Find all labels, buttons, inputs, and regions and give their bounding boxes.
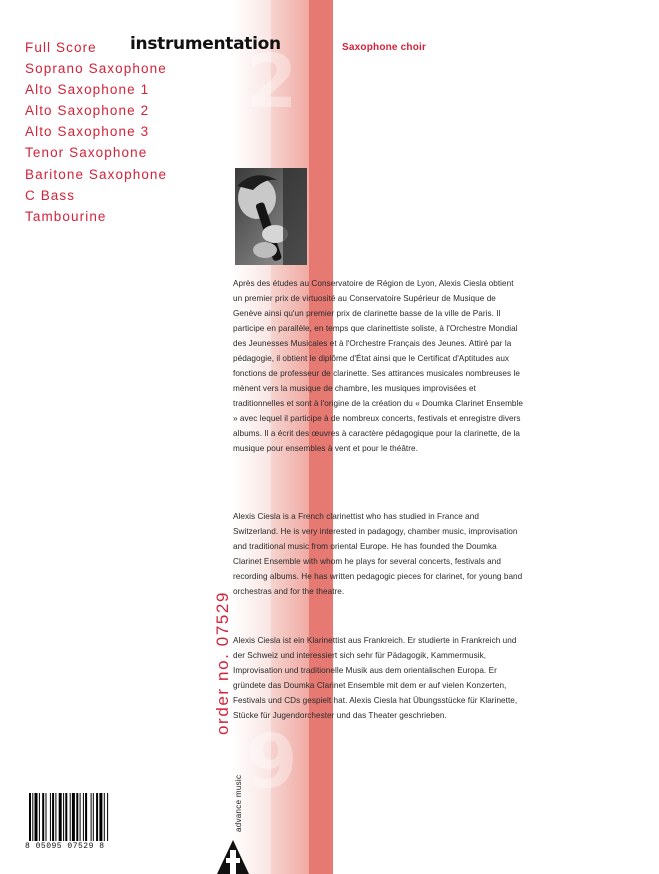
- barcode-bar: [91, 793, 92, 841]
- instrument-item: Soprano Saxophone: [25, 61, 167, 77]
- barcode-bar: [35, 793, 38, 841]
- barcode-bar: [55, 793, 56, 841]
- instrument-item: Baritone Saxophone: [25, 166, 168, 182]
- instrument-item: Tambourine: [25, 208, 107, 224]
- composer-photo: [235, 168, 307, 265]
- barcode-bar: [99, 793, 102, 841]
- instrument-item: Alto Saxophone 1: [25, 82, 150, 98]
- decorative-digit: 2: [246, 39, 298, 125]
- barcode-bar: [70, 793, 71, 841]
- advance-music-logo-icon: [217, 836, 249, 874]
- barcode-bar: [29, 793, 31, 841]
- barcode-bar: [76, 793, 78, 841]
- instrument-list: [25, 37, 167, 227]
- biography-english: Alexis Ciesla is a French clarinettist who has studied in France and Switzerland. He is very interested in padagogy, chamber music, improvisation and traditional music from oriental Europe. He has founded the Doumka Clarinet Ensemble with whom he plays for several concerts, festivals and recording albums. He has written pedagogic pieces for clarinet, for young band orchestras and for the theatre.: [233, 512, 523, 596]
- barcode-bar: [96, 793, 98, 841]
- barcode-bar: [46, 793, 47, 841]
- barcode-bar: [42, 793, 44, 841]
- barcode-bar: [39, 793, 40, 841]
- ensemble-subtitle: Saxophone choir: [342, 42, 427, 53]
- barcode-bar: [80, 793, 81, 841]
- barcode-bar: [52, 793, 54, 841]
- barcode-bar: [83, 793, 84, 841]
- barcode-bar: [104, 793, 105, 841]
- instrument-item: Tenor Saxophone: [25, 145, 148, 161]
- biography-german: Alexis Ciesla ist ein Klarinettist aus Frankreich. Er studierte in Frankreich und der Schweiz und interessiert sich sehr für Pädagogik, Kammermusik, Improvisation und traditionelle Musik aus dem orientalischen Europa. Er gründete das Doumka Clarinet Ensemble mit dem er auf vielen Konzerten, Festivals und CDs gespielt hat. Alexis Ciesla hat Übungsstücke für Klarinette, Stücke für Jugendorchester und das Theater geschrieben.: [233, 636, 518, 720]
- barcode-bar: [85, 793, 87, 841]
- barcode: [27, 793, 137, 843]
- order-number: order no. 07529: [213, 590, 232, 735]
- publisher-name: advance music: [234, 774, 243, 832]
- barcode-bar: [72, 793, 75, 841]
- barcode-bar: [50, 793, 51, 841]
- barcode-bar: [107, 793, 108, 841]
- barcode-number: 8 05095 07529 8: [25, 842, 105, 851]
- biography-french: Après des études au Conservatoire de Région de Lyon, Alexis Ciesla obtient un premier prix de virtuosité au Conservatoire Supérieur de Musique de Genève ainsi qu'un premier prix de clarinette basse de la ville de Paris. Il participe en parallèle, en temps que clarinettiste soliste, à l'Orchestre Mondial des Jeunesses Musicales et à l'Orchestre Français des Jeunes. Attiré par la pédagogie, il obtient le diplôme d'État ainsi que le Certificat d'Aptitudes aux fonctions de professeur de clarinette. Ses attirances musicales nombreuses le mènent vers la musique de chambre, les musiques improvisées et traditionnelles et sont à l'origine de la création du « Doumka Clarinet Ensemble » avec lequel il participe à de nombreux concerts, festivals et enregistre divers albums. Il a écrit des œuvres à caractère pédagogique pour la clarinette, de la musique pour ensembles à vent et pour le théâtre.: [233, 279, 524, 453]
- instrument-item: C Bass: [25, 187, 76, 203]
- instrument-item: Alto Saxophone 2: [25, 103, 150, 119]
- instrument-item: Full Score: [25, 40, 97, 55]
- barcode-bar: [59, 793, 62, 841]
- decorative-digit: 9: [246, 719, 298, 805]
- section-title: instrumentation: [130, 34, 281, 54]
- barcode-bar: [93, 793, 94, 841]
- barcode-bar: [63, 793, 64, 841]
- instrument-item: Alto Saxophone 3: [25, 124, 150, 140]
- barcode-bar: [65, 793, 67, 841]
- barcode-bar: [32, 793, 33, 841]
